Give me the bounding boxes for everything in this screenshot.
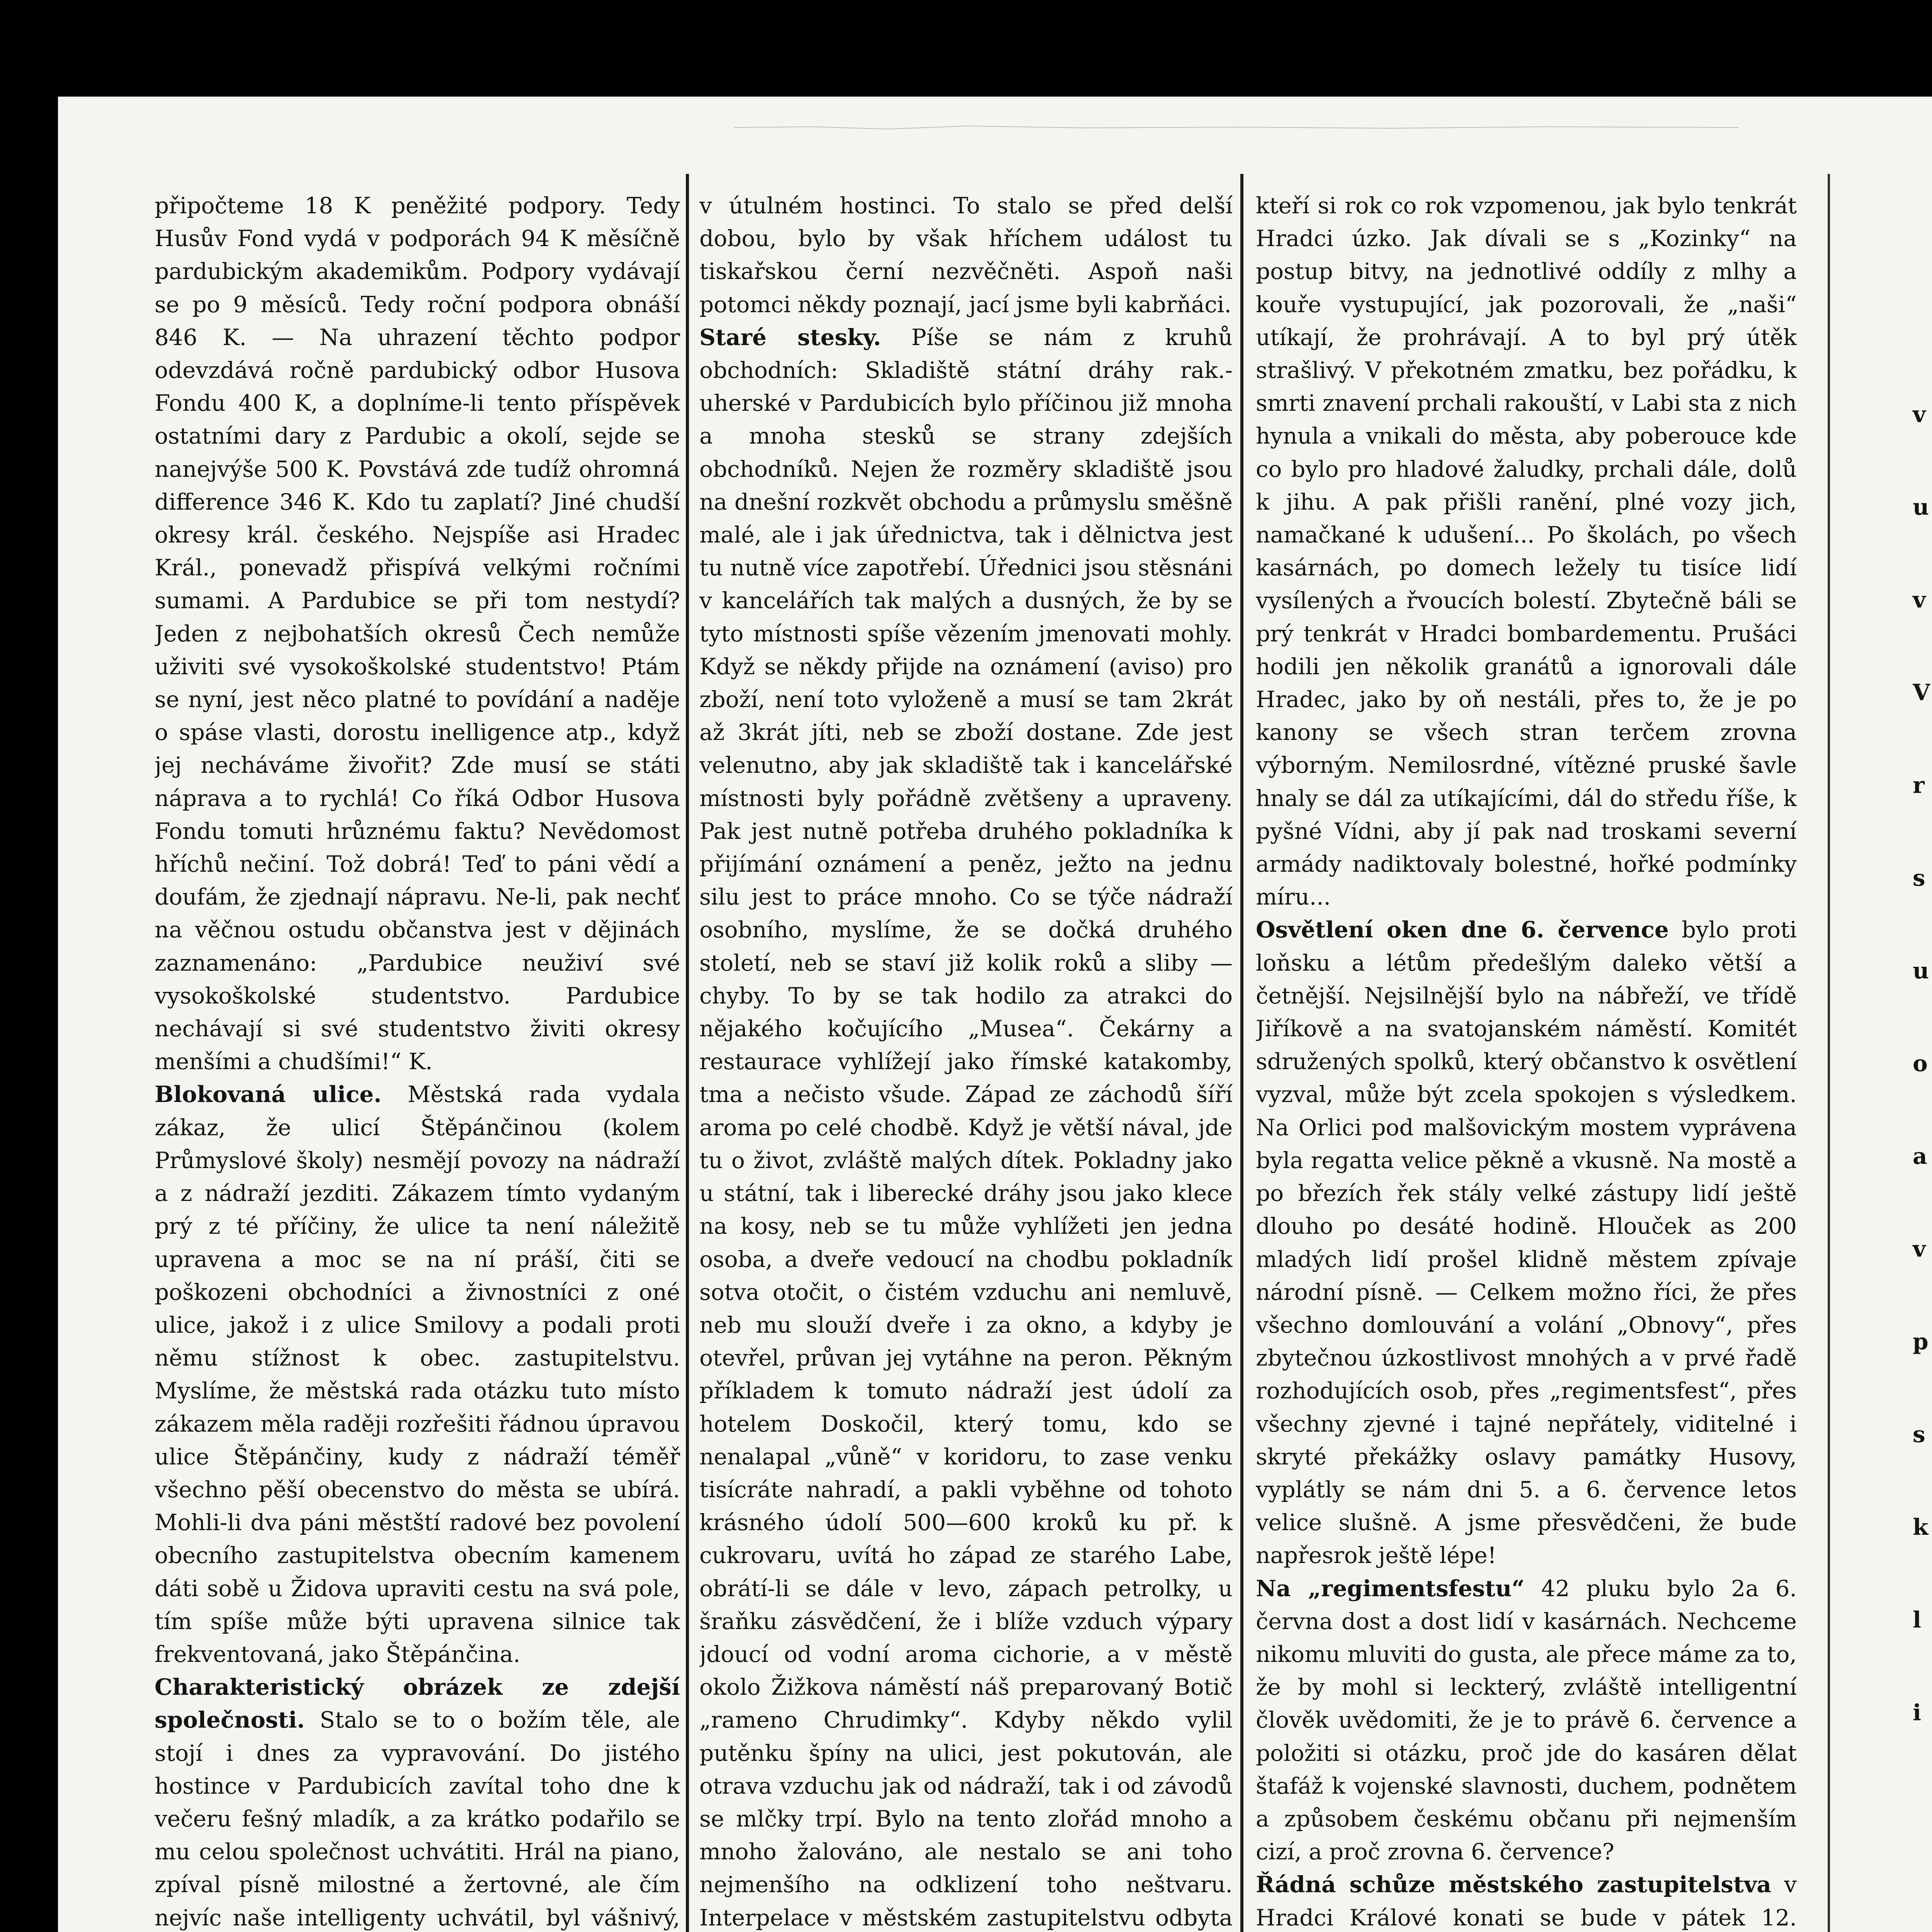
column-rule-2 <box>1240 174 1243 1932</box>
edge-letter: V <box>1913 679 1930 706</box>
article-paragraph <box>155 1671 680 1932</box>
article-text: Píše se nám z kruhů obchodních: Skladiště státní dráhy rak.-uherské v Pardubicích bylo příčinou již mnoha a mnoha stesků se strany zdejších obchodníků. Nejen že rozměry skladiště jsou na dnešní rozkvět obchodu a průmyslu směšně malé, ale i jak úřednictva, tak i dělnictva jest tu nutně více zapotřebí. Úřednici jsou stěsnáni v kancelářích tak malých a dusných, že by se tyto místnosti spíše vězením jmenovati mohly. Když se někdy přijde na oznámení (aviso) pro zboží, není toto vyloženě a musí se tam 2krát až 3krát jíti, neb se zboží dostane. Zde jest velenutno, aby jak skladiště tak i kancelářské místnosti byly pořádně zvětšeny a upraveny. Pak jest nutně potřeba druhého pokladníka k přijímání oznámení a peněz, ježto na jednu silu jest to práce mnoho. Co se týče nádraží osobního, myslíme, že se dočká druhého století, neb se staví již kolik roků a sliby — chyby. To by se tak hodilo za atrakci do nějakého kočujícího „Musea“. Čekárny a restaurace vyhlížejí jako římské katakomby, tma a nečisto všude. Západ ze záchodů šíří aroma po celé chodbě. Když je větší nával, jde tu o život, zvláště malých dítek. Pokladny jako u státní, tak i liberecké dráhy jsou jako klece na kosy, neb se tu může vyhlížeti jen jedna osoba, a dveře vedoucí na chodbu pokladník sotva otočit, o čistém vzduchu ani nemluvě, neb mu slouží dveře i za okno, a kdyby je otevřel, průvan jej vytáhne na peron. Pěkným příkladem k tomuto nádraží jest údolí za hotelem Doskočil, který tomu, kdo se nenalapal „vůně“ v koridoru, to zase venku tisícráte nahradí, a pakli vyběhne od tohoto krásného údolí 500—600 kroků ku př. k cukrovaru, uvítá ho západ ze starého Labe, obrátí-li se dále v levo, zápach petrolky, u šraňku zásvědčení, že i blíže vzduch výpary jdoucí od vodní aroma cichorie, a v městě okolo Žižkova náměstí náš preparovaný Botič „rameno Chrudimky“. Kdyby někdo vylil putěnku špíny na ulici, jest pokutován, ale otrava vzduchu jak od nádraží, tak i od závodů se mlčky trpí. Bylo na tento zlořád mnoho a mnoho žalováno, ale nestalo se ani toho nejmenšího na odklizení toho neštvaru. Interpelace v městském zastupitelstvu odbyta <box>699 324 1233 1931</box>
article-paragraph <box>155 189 680 1078</box>
column-1 <box>155 189 680 1932</box>
newspaper-page <box>58 97 1932 1932</box>
article-paragraph <box>699 189 1233 321</box>
edge-letter: s <box>1913 1421 1925 1447</box>
article-paragraph <box>1256 1868 1797 1932</box>
article-text: bylo proti loňsku a létům předešlým daleko větší a četnější. Nejsilnější bylo na nábřeží, ve třídě Jiříkově a na svatojanském náměstí. Komitét sdružených spolků, který občanstvo k osvětlení vyzval, může být zcela spokojen s výsledkem. Na Orlici pod malšovickým mostem vyprávena byla regatta velice pěkně a vkusně. Na mostě a po březích řek stály velké zástupy lidí ještě dlouho po desáté hodině. Hlouček as 200 mladých lidí prošel klidně městem zpívaje národní písně. — Celkem možno říci, že přes všechno domlouvání a volání „Obnovy“, přes zbytečnou úzkostlivost mnohých a v prvé řadě rozhodujících osob, přes „regimentsfest“, přes všechny zjevné i tajné nepřátely, viditelné i skryté překážky oslavy památky Husovy, vyplátly se nám dni 5. a 6. července letos velice slušně. A jsme přesvědčeni, že bude napřesrok ještě lépe! <box>1256 917 1797 1569</box>
article-text: v útulném hostinci. To stalo se před delší dobou, bylo by však hříchem událost tu tiskařskou černí nezvěčněti. Aspoň naši potomci někdy poznají, jací jsme byli kabrňáci. <box>699 192 1233 318</box>
article-text: Městská rada vydala zákaz, že ulicí Štěpánčinou (kolem Průmyslové školy) nesmějí povozy na nádraží a z nádraží jezditi. Zákazem tímto vydaným prý z té příčiny, že ulice ta není náležitě upravena a moc se na ní práší, čiti se poškozeni obchodníci a živnostníci z oné ulice, jakož i z ulice Smilovy a podali proti němu stížnost k obec. zastupitelstvu. Myslíme, že městská rada otázku tuto místo zákazem měla raději rozřešiti řádnou úpravou ulice Štěpánčiny, kudy z nádraží téměř všechno pěší obecenstvo do města se ubírá. Mohli-li dva páni městští radové bez povolení obecního zastupitelstva obecním kamenem dáti sobě u Židova upraviti cestu na svá pole, tím spíše může býti upravena silnice tak frekventovaná, jako Štěpánčina. <box>155 1081 680 1667</box>
article-paragraph <box>1256 1572 1797 1869</box>
article-text: kteří si rok co rok vzpomenou, jak bylo tenkrát Hradci úzko. Jak dívali se s „Kozinky“ na postup bitvy, na jednotlivé oddíly z mlhy a kouře vystupující, jak pozorovali, že „naši“ utíkají, že prohrávají. A to byl prý útěk strašlivý. V překotném zmatku, bez pořádku, k smrti znavení prchali rakouští, v Labi sta z nich hynula a vnikali do města, aby poberouce kde co bylo pro hladové žaludky, prchali dále, dolů k jihu. A pak přišli ranění, plné vozy jich, namačkané k udušení... Po školách, po všech kasárnách, po domech ležely tu tisíce lidí vysílených a řvoucích bolestí. Zbytečně báli se prý tenkrát v Hradci bombardementu. Prušáci hodili jen několik granátů a ignorovali dále Hradec, jako by oň nestáli, přes to, že je po kanony se všech stran terčem zrovna výborným. Nemilosrdné, vítězné pruské šavle hnaly se dál za utíkajícími, dál do středu říše, k pyšné Vídni, aby jí pak nad troskami severní armády nadiktovaly bolestné, hořké podmínky míru... <box>1256 192 1797 910</box>
print-noise <box>734 112 1739 143</box>
article-paragraph <box>1256 913 1797 1572</box>
edge-letter: l <box>1913 1607 1922 1633</box>
adjacent-page-edge <box>1789 97 1932 1932</box>
edge-letter: v <box>1913 1236 1926 1262</box>
edge-letter: u <box>1913 494 1929 520</box>
edge-letter: i <box>1913 1699 1922 1726</box>
article-text: 42 pluku bylo 2a 6. června dost a dost lidí v kasárnách. Nechceme nikomu mluviti do gusta, ale přece máme za to, že by mohl si leckterý, zvláště intelligentní člověk uvědomiti, že je to právě 6. července a položiti si otázku, proč jde do kasáren dělat štafáž k vojenské slavnosti, duchem, podnětem a způsobem českému občanu při nejmenším cizí, a proč zrovna 6. července? <box>1256 1575 1797 1865</box>
column-3 <box>1256 189 1797 1932</box>
article-paragraph <box>1256 189 1797 913</box>
article-paragraph <box>155 1078 680 1671</box>
article-text: v Hradci Králové konati se bude v pátek 12. <box>1256 1871 1797 1931</box>
edge-letter: v <box>1913 401 1926 427</box>
article-text: Stalo se to o božím těle, ale stojí i dnes za vypravování. Do jistého hostince v Pardubicích zavítal toho dne k večeru fešný mladík, a za krátko podařilo se mu celou společnost uchvátiti. Hrál na piano, zpíval písně milostné a žertovné, ale čím nejvíc naše intelligenty uchvátil, byl vášnivý, <box>155 1707 680 1931</box>
edge-letter: o <box>1913 1050 1928 1077</box>
column-2 <box>699 189 1233 1932</box>
article-headline: Staré stesky. <box>699 324 881 350</box>
column-rule-1 <box>686 174 689 1932</box>
edge-letter: r <box>1913 772 1925 798</box>
article-paragraph <box>699 321 1233 1932</box>
edge-letter: k <box>1913 1514 1929 1540</box>
article-headline: Osvětlení oken dne 6. července <box>1256 917 1669 943</box>
article-headline: Charakteristický obrázek ze zdejší společnosti. <box>155 1674 680 1733</box>
article-headline: Blokovaná ulice. <box>155 1081 382 1108</box>
edge-letter: s <box>1913 865 1925 891</box>
edge-letter: a <box>1913 1143 1927 1169</box>
edge-letter: u <box>1913 957 1929 984</box>
article-headline: Řádná schůze městského zastupitelstva <box>1256 1871 1771 1898</box>
edge-letter: p <box>1913 1328 1929 1355</box>
article-text: připočteme 18 K peněžité podpory. Tedy Husův Fond vydá v podporách 94 K měsíčně pardubickým akademikům. Podpory vydávají se po 9 měsíců. Tedy roční podpora obnáší 846 K. — Na uhrazení těchto podpor odevzdává ročně pardubický odbor Husova Fondu 400 K, a doplníme-li tento příspěvek ostatními dary z Pardubic a okolí, sejde se nanejvýše 500 K. Povstává zde tudíž ohromná difference 346 K. Kdo tu zaplatí? Jiné chudší okresy král. českého. Nejspíše asi Hradec Král., ponevadž přispívá velkými ročními sumami. A Pardubice se při tom nestydí? Jeden z nejbohatších okresů Čech nemůže uživiti své vysokoškolské studentstvo! Ptám se nyní, jest něco platné to povídání a naděje o spáse vlasti, dorostu inelligence atp., když jej necháváme živořit? Zde musí se státi náprava a to rychlá! Co říká Odbor Husova Fondu tomuti hrůznému faktu? Nevědomost hříchů nečiní. Tož dobrá! Teď to páni vědí a doufám, že zjednají nápravu. Ne-li, pak nechť na věčnou ostudu občanstva jest v dějinách zaznamenáno: „Pardubice neuživí své vysokoškolské studentstvo. Pardubice nechávají si své studentstvo živiti okresy menšími a chudšími!“ K. <box>155 192 680 1075</box>
edge-letter: v <box>1913 587 1926 613</box>
article-headline: Na „regimentsfestu“ <box>1256 1575 1525 1602</box>
